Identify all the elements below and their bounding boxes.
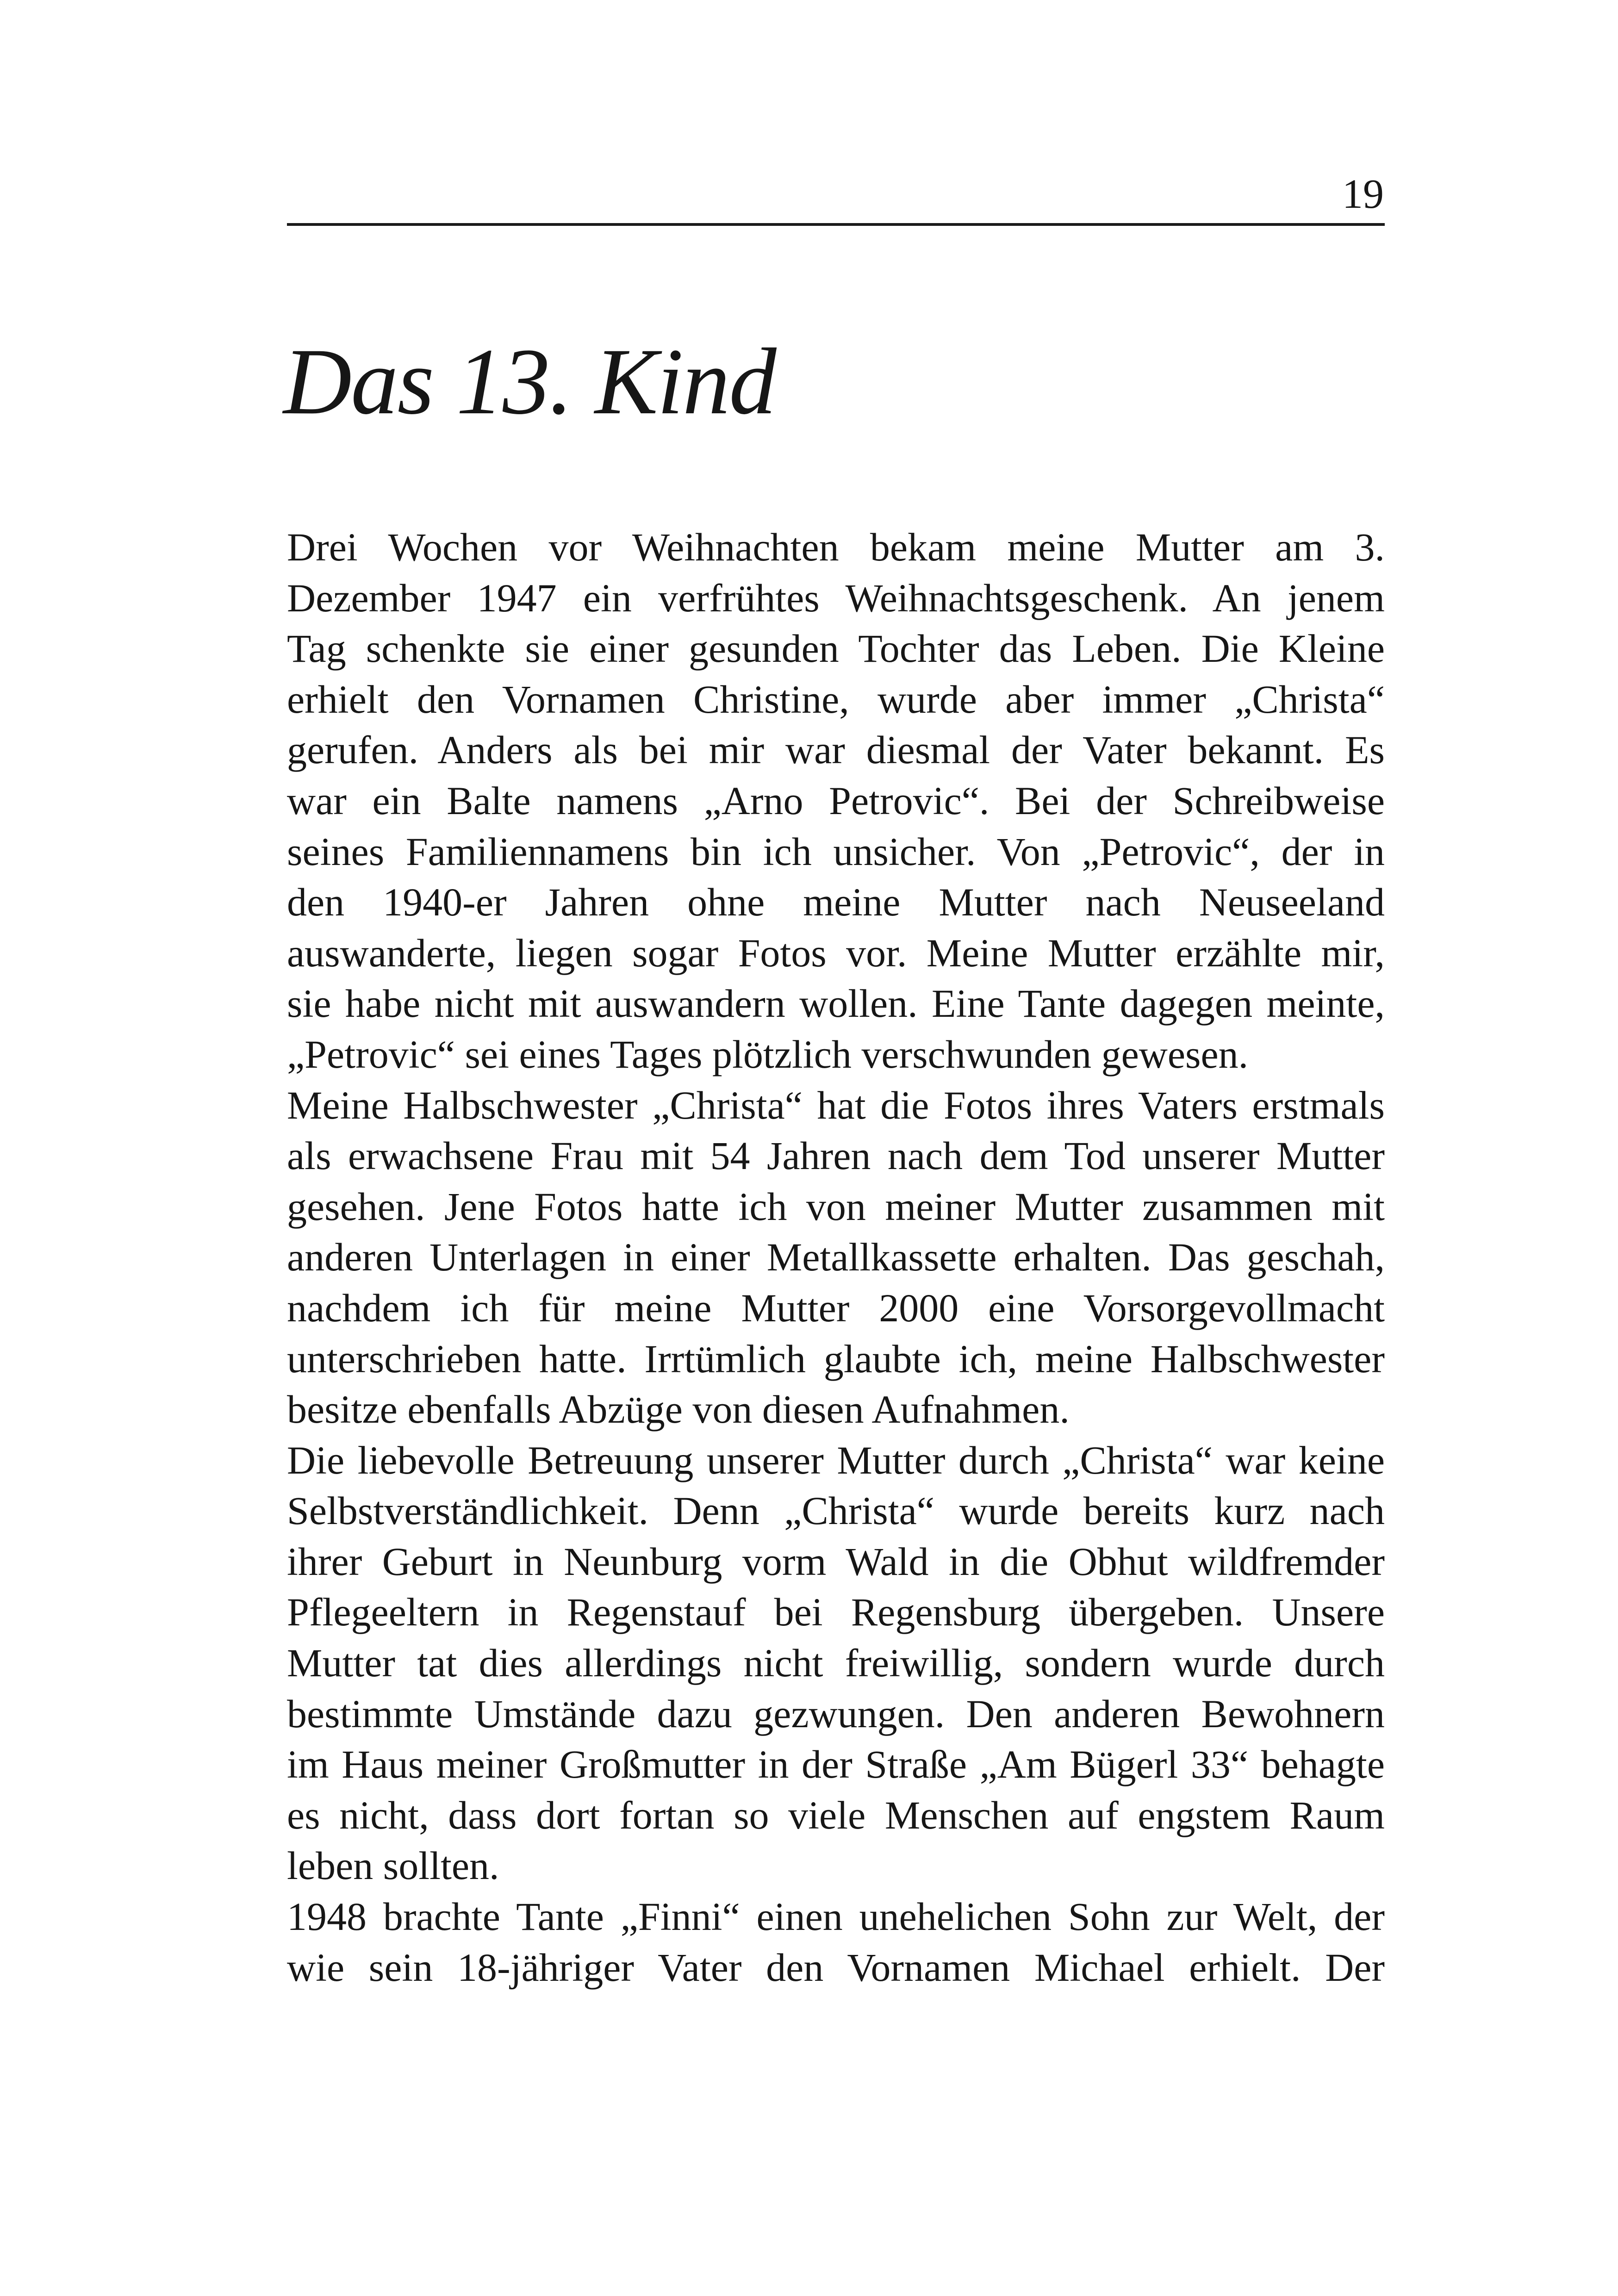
text-line: unterschrieben hatte. Irrtümlich glaubte ich, meine Halbschwester [287, 1336, 1385, 1381]
text-line: „Petrovic“ sei eines Tages plötzlich verschwunden gewesen. [287, 1032, 1249, 1076]
body-text [287, 522, 1385, 1993]
text-line: Meine Halbschwester „Christa“ hat die Fotos ihres Vaters erstmals [287, 1083, 1385, 1127]
text-line: gesehen. Jene Fotos hatte ich von meiner Mutter zusammen mit [287, 1184, 1385, 1229]
text-line: Die liebevolle Betreuung unserer Mutter durch „Christa“ war keine [287, 1437, 1385, 1482]
text-line: nachdem ich für meine Mutter 2000 eine Vorsorgevollmacht [287, 1285, 1385, 1330]
chapter-title: Das 13. Kind [283, 329, 776, 434]
text-line: im Haus meiner Großmutter in der Straße „Am Bügerl 33“ behagte [287, 1742, 1385, 1787]
text-line: als erwachsene Frau mit 54 Jahren nach dem Tod unserer Mutter [287, 1133, 1385, 1178]
text-line: Pflegeeltern in Regenstauf bei Regensburg übergeben. Unsere [287, 1590, 1385, 1635]
page-number: 19 [1342, 171, 1384, 217]
text-line: auswanderte, liegen sogar Fotos vor. Meine Mutter erzählte mir, [287, 930, 1385, 975]
text-line: seines Familiennamens bin ich unsicher. Von „Petrovic“, der in [287, 829, 1385, 874]
text-line: Drei Wochen vor Weihnachten bekam meine Mutter am 3. [287, 525, 1385, 569]
text-line: es nicht, dass dort fortan so viele Menschen auf engstem Raum [287, 1792, 1385, 1837]
text-line: war ein Balte namens „Arno Petrovic“. Bei der Schreibweise [287, 778, 1385, 823]
text-line: Selbstverständlichkeit. Denn „Christa“ wurde bereits kurz nach [287, 1488, 1385, 1533]
text-line: anderen Unterlagen in einer Metallkassette erhalten. Das geschah, [287, 1235, 1385, 1280]
text-line: besitze ebenfalls Abzüge von diesen Aufnahmen. [287, 1387, 1070, 1432]
text-line: Mutter tat dies allerdings nicht freiwillig, sondern wurde durch [287, 1641, 1385, 1686]
text-line: ihrer Geburt in Neunburg vorm Wald in die Obhut wildfremder [287, 1539, 1385, 1584]
text-line: bestimmte Umstände dazu gezwungen. Den anderen Bewohnern [287, 1691, 1385, 1736]
text-line: wie sein 18-jähriger Vater den Vornamen Michael erhielt. Der [287, 1945, 1385, 1990]
text-line: gerufen. Anders als bei mir war diesmal der Vater bekannt. Es [287, 728, 1385, 772]
text-line: Tag schenkte sie einer gesunden Tochter das Leben. Die Kleine [287, 626, 1385, 671]
text-line: den 1940-er Jahren ohne meine Mutter nach Neuseeland [287, 880, 1385, 925]
text-line: sie habe nicht mit auswandern wollen. Eine Tante dagegen meinte, [287, 981, 1385, 1026]
text-line: 1948 brachte Tante „Finni“ einen unehelichen Sohn zur Welt, der [287, 1894, 1385, 1939]
text-line: Dezember 1947 ein verfrühtes Weihnachtsgeschenk. An jenem [287, 575, 1385, 620]
text-line: erhielt den Vornamen Christine, wurde aber immer „Christa“ [287, 677, 1385, 722]
text-line: leben sollten. [287, 1843, 499, 1888]
header-rule [287, 223, 1385, 226]
